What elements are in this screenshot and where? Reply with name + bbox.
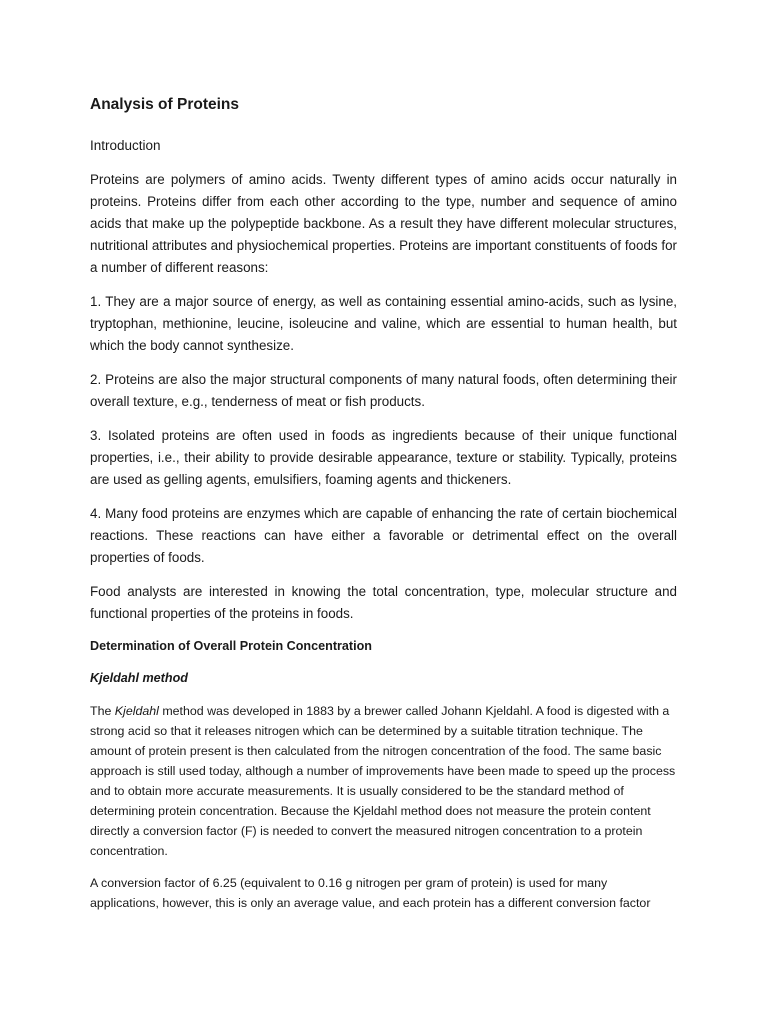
kjeldahl-paragraph-prefix: The	[90, 704, 115, 718]
document-page	[90, 94, 677, 925]
kjeldahl-italic-term: Kjeldahl	[114, 704, 159, 718]
kjeldahl-paragraph-rest: method was developed in 1883 by a brewer called Johann Kjeldahl. A food is digested with a strong acid so that it releases nitrogen which can be determined by a suitable titration technique. The amount of protein present is then calculated from the nitrogen concentration of the food. The same basic approach is still used today, although a number of improvements have been made to speed up the process and to obtain more accurate measurements. It is usually considered to be the standard method of determining protein concentration. Because the Kjeldahl method does not measure the protein content directly a conversion factor (F) is needed to convert the measured nitrogen concentration to a protein concentration.	[90, 704, 676, 858]
introduction-heading: Introduction	[90, 138, 161, 153]
intro-paragraph: Proteins are polymers of amino acids. Twenty different types of amino acids occur naturally in proteins. Proteins differ from each other according to the type, number and sequence of amino acids that make up the polypeptide backbone. As a result they have different molecular structures, nutritional attributes and physiochemical properties. Proteins are important constituents of foods for a number of different reasons:	[90, 172, 677, 275]
reason-item-2: 2. Proteins are also the major structural components of many natural foods, often determining their overall texture, e.g., tenderness of meat or fish products.	[90, 372, 677, 409]
method-heading-kjeldahl: Kjeldahl method	[90, 671, 188, 685]
reason-item-4: 4. Many food proteins are enzymes which are capable of enhancing the rate of certain biochemical reactions. These reactions can have either a favorable or detrimental effect on the overall properties of foods.	[90, 506, 677, 565]
kjeldahl-paragraph	[90, 701, 677, 861]
conversion-factor-paragraph: A conversion factor of 6.25 (equivalent to 0.16 g nitrogen per gram of protein) is used for many applications, however, this is only an average value, and each protein has a different conversion factor	[90, 876, 651, 910]
document-title: Analysis of Proteins	[90, 96, 240, 113]
analysts-paragraph: Food analysts are interested in knowing the total concentration, type, molecular structure and functional properties of the proteins in foods.	[90, 584, 677, 621]
reason-item-1: 1. They are a major source of energy, as well as containing essential amino-acids, such as lysine, tryptophan, methionine, leucine, isoleucine and valine, which are essential to human health, but which the body cannot synthesize.	[90, 294, 677, 353]
reason-item-3: 3. Isolated proteins are often used in foods as ingredients because of their unique functional properties, i.e., their ability to provide desirable appearance, texture or stability. Typically, proteins are used as gelling agents, emulsifiers, foaming agents and thickeners.	[90, 428, 677, 487]
section-heading-protein-concentration: Determination of Overall Protein Concentration	[90, 639, 373, 653]
